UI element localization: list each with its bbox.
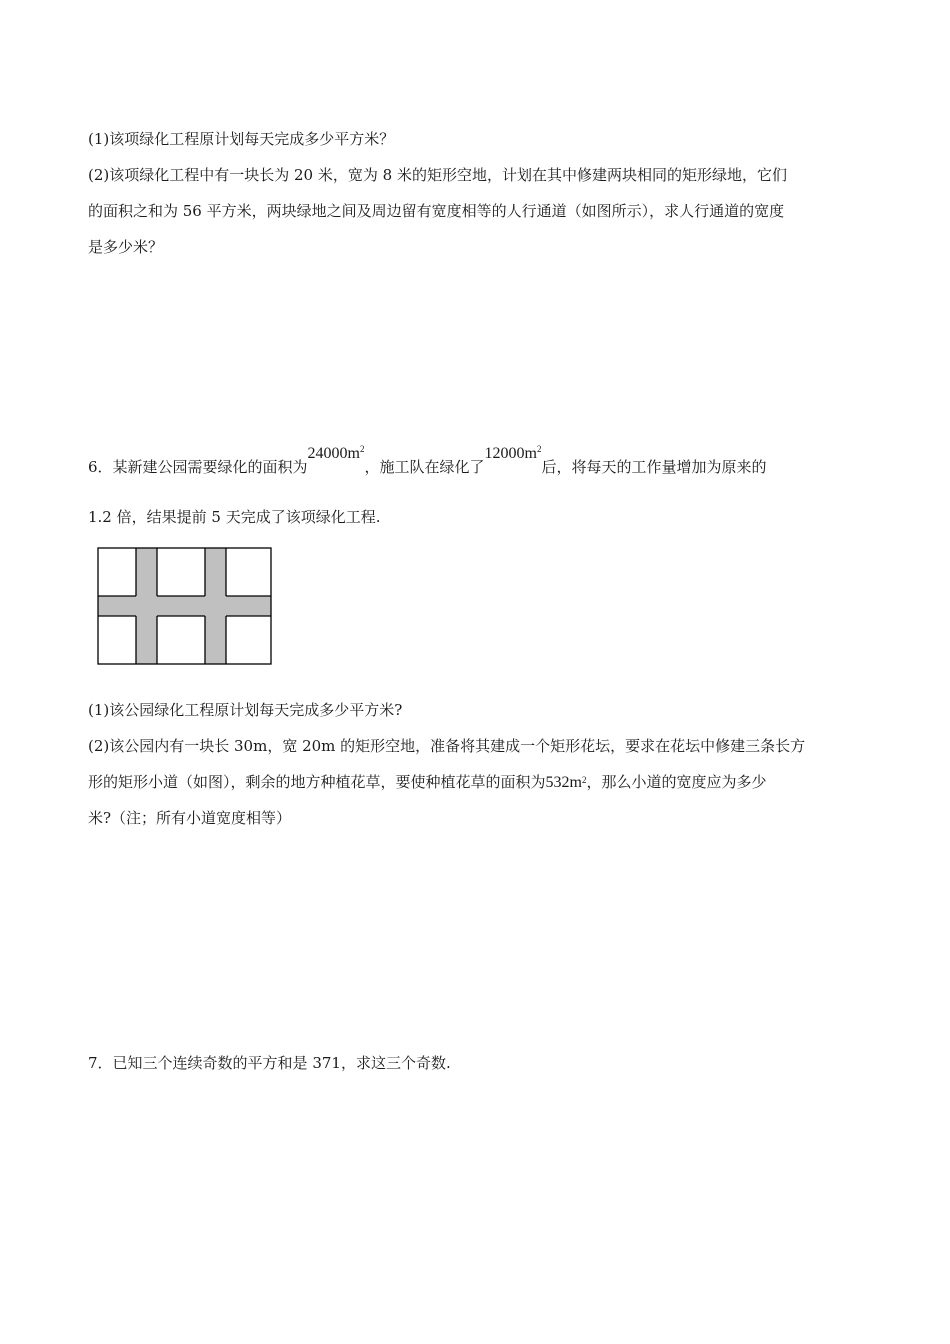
garden-path-figure	[97, 547, 273, 667]
q6-part2-line2: 形的矩形小道（如图），剩余的地方种植花草，要使种植花草的面积为$532m^2$，那么小道的宽度应为多少	[88, 773, 767, 791]
q6-stem-line2: 1.2 倍，结果提前 5 天完成了该项绿化工程.	[88, 508, 381, 526]
q6-stem-line1	[88, 444, 767, 478]
q6-part2-line1: (2)该公园内有一块长 30m，宽 20m 的矩形空地，准备将其建成一个矩形花坛，要求在花坛中修建三条长方	[88, 737, 806, 755]
q5-part1: (1)该项绿化工程原计划每天完成多少平方米？	[88, 130, 395, 148]
q6-part1: (1)该公园绿化工程原计划每天完成多少平方米?	[88, 701, 403, 719]
q6-text-a: 6．某新建公园需要绿化的面积为	[88, 458, 308, 476]
horizontal-path	[98, 596, 271, 616]
q6-text-b: ，施工队在绿化了	[364, 458, 485, 476]
q6-text-c: 后，将每天的工作量增加为原来的	[541, 458, 767, 476]
q6-area-total: $24000m^2$	[307, 444, 365, 462]
q6-part2-line3: 米?（注；所有小道宽度相等）	[88, 809, 292, 827]
q6-area-done: $12000m^2$	[484, 444, 542, 462]
q5-part2-line1: (2)该项绿化工程中有一块长为 20 米，宽为 8 米的矩形空地，计划在其中修建两块相同的矩形绿地，它们	[88, 166, 787, 184]
q5-part2-line2: 的面积之和为 56 平方米，两块绿地之间及周边留有宽度相等的人行通道（如图所示），求人行通道的宽度	[88, 202, 785, 220]
q7-stem: 7．已知三个连续奇数的平方和是 371，求这三个奇数.	[88, 1054, 451, 1072]
q5-part2-line3: 是多少米？	[88, 238, 164, 256]
q6-flower-area: $532m^2$	[545, 774, 587, 791]
